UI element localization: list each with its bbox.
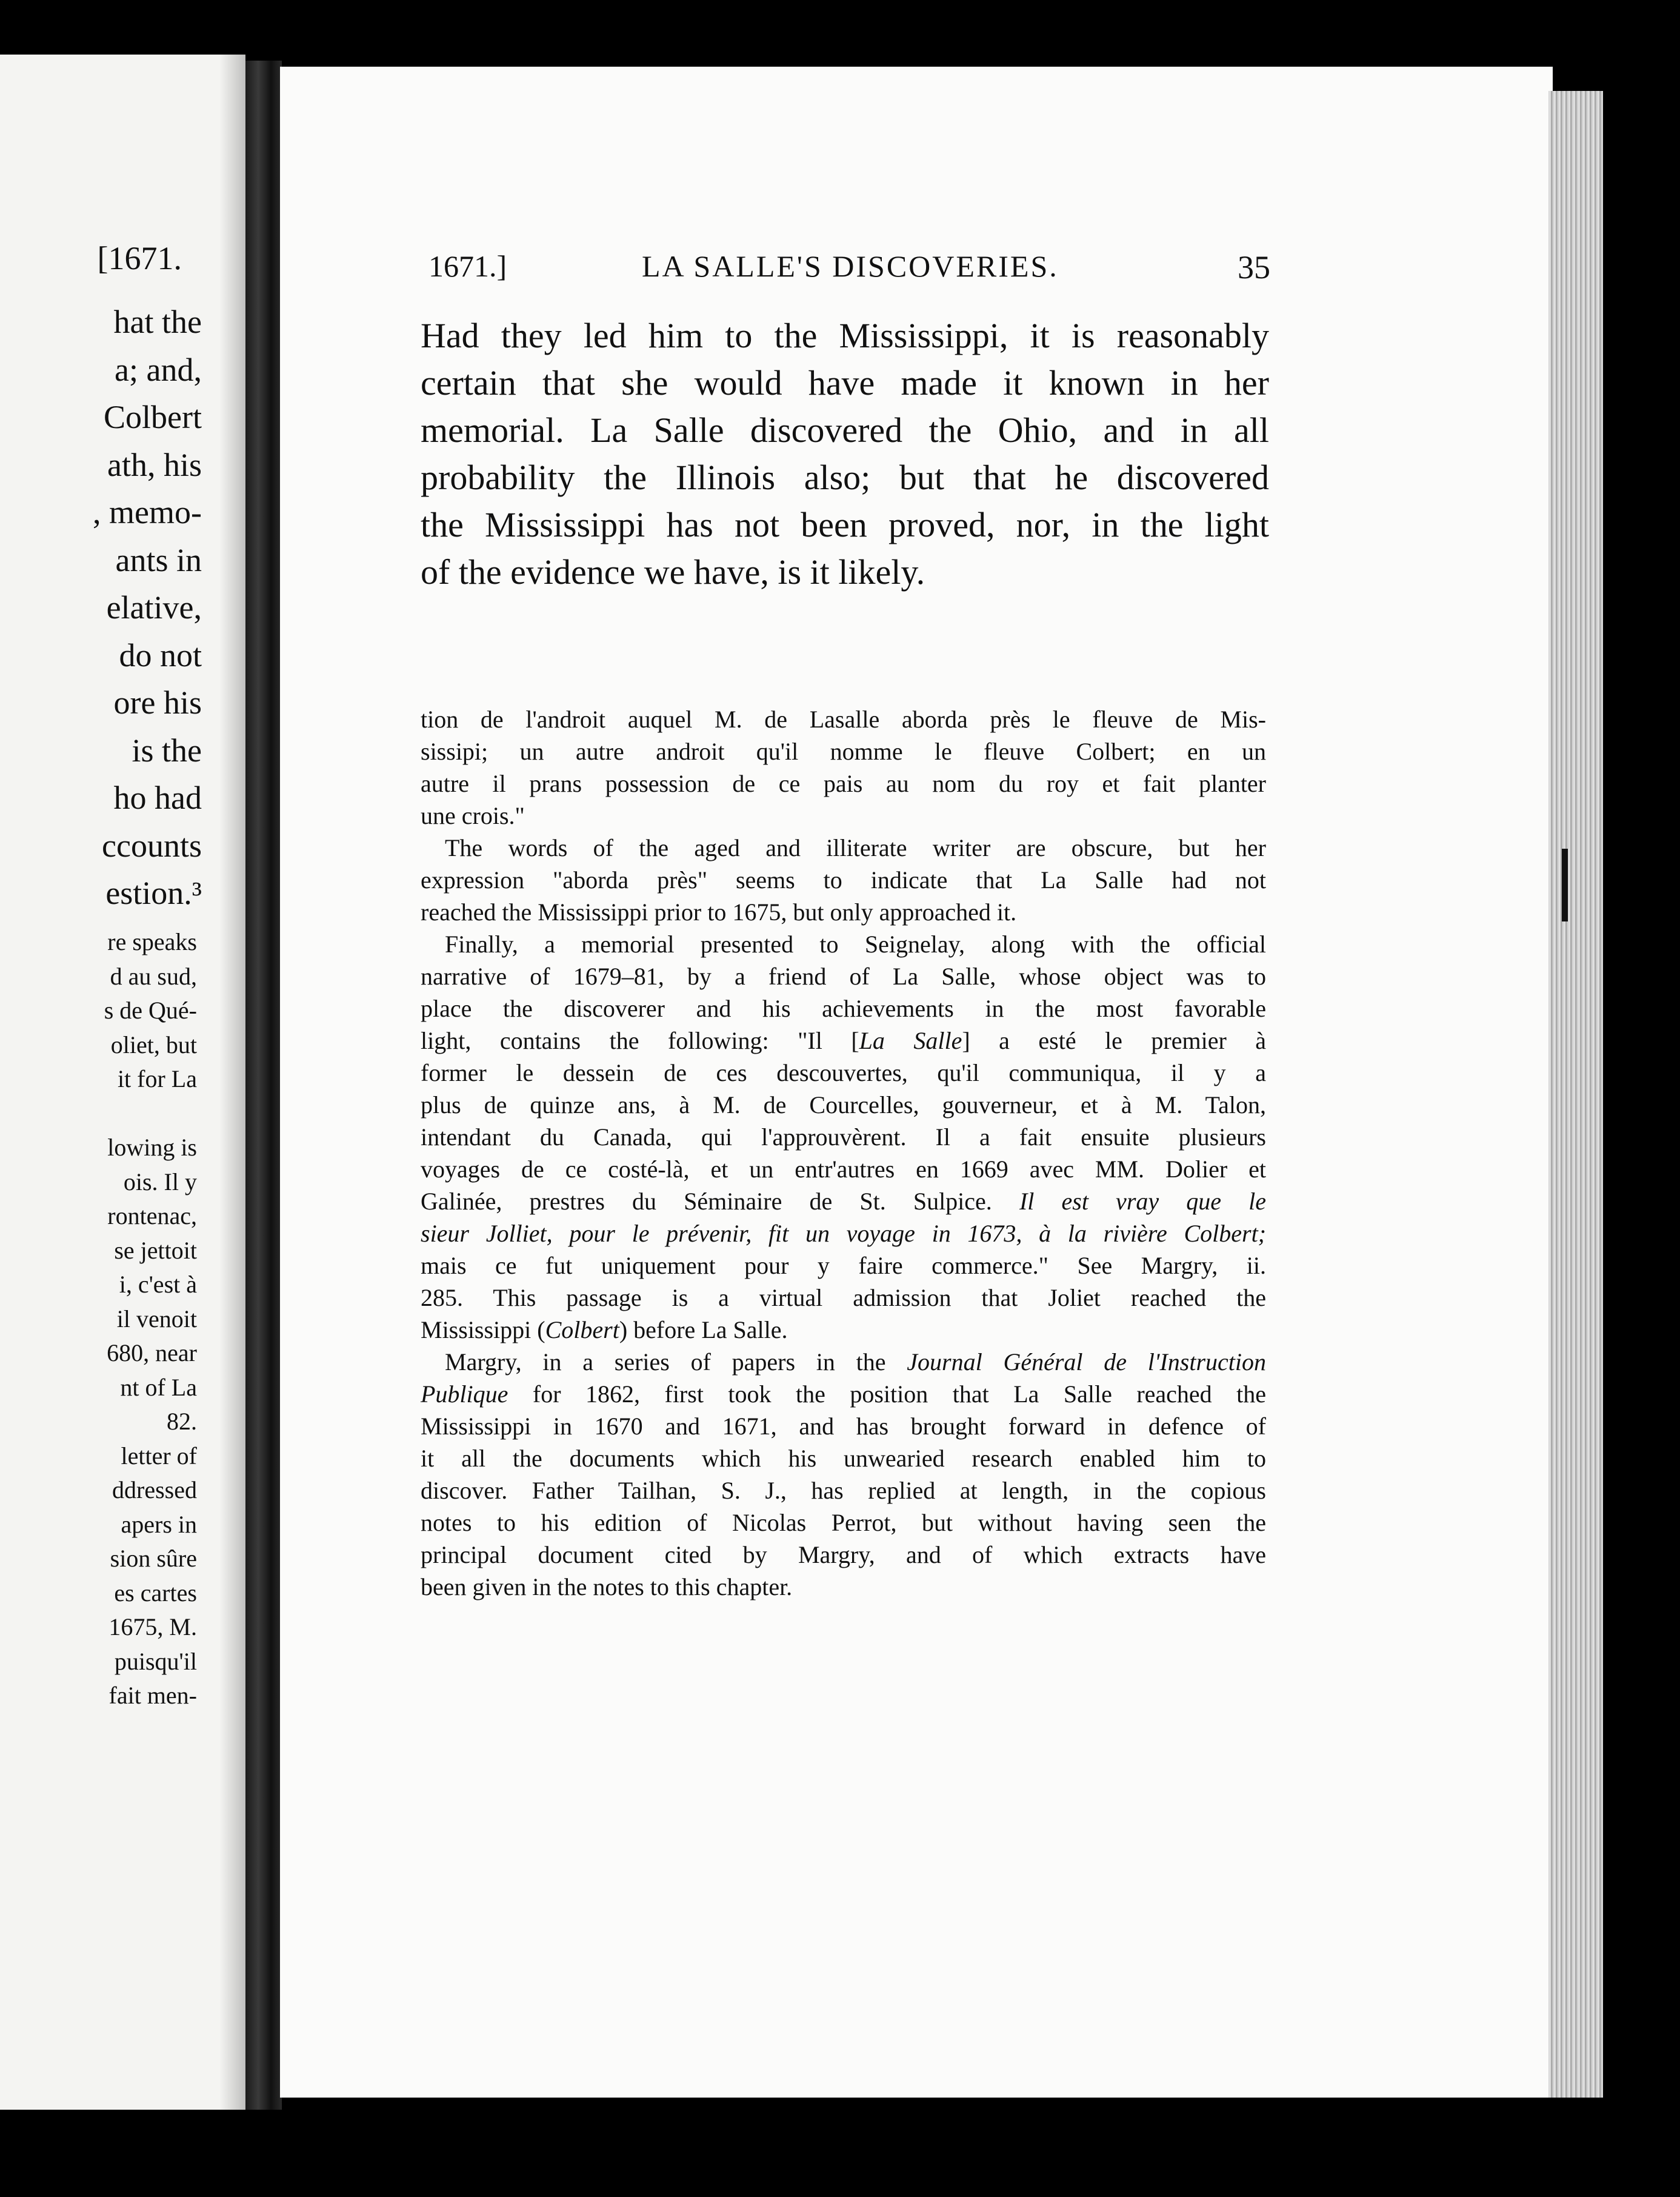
book-gutter bbox=[245, 61, 282, 2110]
footnote-line bbox=[421, 1314, 1266, 1346]
left-page-line: do not bbox=[119, 637, 202, 674]
footnote-text: light, contains the following: "Il [ bbox=[421, 1027, 859, 1054]
footnote-line: reached the Mississippi prior to 1675, but only approached it. bbox=[421, 898, 1017, 926]
footnote-text: ] a esté le premier à bbox=[962, 1027, 1267, 1054]
footnote-line: plus de quinze ans, à M. de Courcelles, gouverneur, et à M. Talon, bbox=[421, 1091, 1266, 1119]
footnote-text: for 1862, first took the position that La Salle reached the bbox=[508, 1380, 1266, 1408]
footnote-line: former le dessein de ces descouvertes, qu'il communiqua, il y a bbox=[421, 1059, 1266, 1086]
footnote-italic: sieur Jolliet, pour le prévenir, fit un voyage in 1673, à la rivière Colbert; bbox=[421, 1220, 1266, 1247]
body-line: certain that she would have made it known in her bbox=[421, 363, 1269, 403]
left-page-note-line: sion sûre bbox=[110, 1545, 197, 1572]
left-page-note-line: fait men- bbox=[108, 1682, 197, 1709]
page-number: 35 bbox=[1238, 249, 1270, 286]
left-page-note-line: rontenac, bbox=[107, 1202, 197, 1229]
body-paragraph bbox=[421, 312, 1269, 596]
left-page-note-line: s de Qué- bbox=[104, 997, 197, 1024]
footnote-line: narrative of 1679–81, by a friend of La Salle, whose object was to bbox=[421, 963, 1266, 990]
body-line: the Mississippi has not been proved, nor, in the light bbox=[421, 505, 1269, 544]
footnote-italic: La Salle bbox=[859, 1027, 962, 1054]
left-page-line: ccounts bbox=[102, 827, 202, 864]
left-page-note-line: il venoit bbox=[116, 1305, 197, 1333]
footnote-line: autre il prans possession de ce pais au nom du roy et fait planter bbox=[421, 770, 1266, 797]
page-edge-mark bbox=[1562, 849, 1568, 921]
left-page-note-line: lowing is bbox=[107, 1134, 197, 1161]
left-page-note-line: i, c'est à bbox=[119, 1271, 197, 1298]
left-page-line: hat the bbox=[113, 304, 202, 340]
right-page bbox=[280, 67, 1553, 2098]
left-page-note-line: puisqu'il bbox=[114, 1647, 197, 1675]
left-page-line: Colbert bbox=[104, 399, 202, 435]
footnote-line bbox=[421, 1378, 1266, 1410]
footnote-italic: Publique bbox=[421, 1380, 508, 1408]
footnote-line: place the discoverer and his achievements in the most favorable bbox=[421, 995, 1266, 1022]
left-page-line: a; and, bbox=[115, 351, 202, 388]
page-stack-edge bbox=[1548, 91, 1603, 2098]
footnote-line: expression "aborda près" seems to indicate that La Salle had not bbox=[421, 866, 1266, 894]
footnote-italic: Il est vray que le bbox=[1019, 1188, 1267, 1215]
footnote-italic: Journal Général de l'Instruction bbox=[907, 1348, 1267, 1376]
footnote-line: sissipi; un autre androit qu'il nomme le fleuve Colbert; en un bbox=[421, 738, 1266, 765]
footnote-line bbox=[421, 1185, 1266, 1217]
left-page-line: , memo- bbox=[93, 494, 202, 530]
body-line: memorial. La Salle discovered the Ohio, and in all bbox=[421, 410, 1269, 450]
footnote-line: notes to his edition of Nicolas Perrot, but without having seen the bbox=[421, 1509, 1266, 1536]
footnote-line: 285. This passage is a virtual admission that Joliet reached the bbox=[421, 1284, 1266, 1311]
footnote-italic: Colbert bbox=[545, 1316, 619, 1343]
left-page-line: elative, bbox=[106, 589, 202, 626]
footnote-line: principal document cited by Margry, and of which extracts have bbox=[421, 1541, 1266, 1568]
left-page-note-line: ddressed bbox=[112, 1476, 197, 1503]
left-page-note-line: 680, near bbox=[107, 1339, 197, 1366]
footnote-text: ) before La Salle. bbox=[619, 1316, 788, 1343]
footnote-text: Mississippi ( bbox=[421, 1316, 545, 1343]
footnotes bbox=[421, 703, 1266, 1603]
left-page-note-line: oliet, but bbox=[110, 1031, 197, 1058]
left-page-note-line: it for La bbox=[117, 1065, 197, 1092]
footnote-line: mais ce fut uniquement pour y faire commerce." See Margry, ii. bbox=[421, 1252, 1266, 1279]
footnote-line bbox=[421, 1346, 1266, 1378]
footnote-line: voyages de ce costé-là, et un entr'autres en 1669 avec MM. Dolier et bbox=[421, 1155, 1266, 1183]
left-page-note-line: re speaks bbox=[107, 928, 197, 955]
left-page-line: ants in bbox=[115, 541, 202, 578]
left-page-note-line: letter of bbox=[121, 1442, 197, 1470]
footnote-line: Mississippi in 1670 and 1671, and has brought forward in defence of bbox=[421, 1413, 1266, 1440]
running-head-title: LA SALLE'S DISCOVERIES. bbox=[642, 249, 1059, 283]
footnote-line: been given in the notes to this chapter. bbox=[421, 1573, 793, 1600]
left-page-line: estion.³ bbox=[105, 875, 202, 911]
left-page-note-line: es cartes bbox=[114, 1579, 197, 1607]
footnote-line: intendant du Canada, qui l'approuvèrent. Il a fait ensuite plusieurs bbox=[421, 1123, 1266, 1151]
footnote-text: Galinée, prestres du Séminaire de St. Sulpice. bbox=[421, 1188, 1019, 1215]
left-page-note-line: se jettoit bbox=[114, 1236, 197, 1264]
footnote-line bbox=[421, 1025, 1266, 1057]
footnote-line: Finally, a memorial presented to Seignelay, along with the official bbox=[445, 931, 1266, 958]
footnote-text: Margry, in a series of papers in the bbox=[445, 1348, 907, 1376]
left-page-note-line: 1675, M. bbox=[108, 1613, 197, 1640]
left-page-line: is the bbox=[132, 732, 202, 769]
left-page-header: [1671. bbox=[97, 240, 182, 276]
body-line: Had they led him to the Mississippi, it is reasonably bbox=[421, 316, 1269, 355]
left-page-note-line: ois. Il y bbox=[123, 1168, 197, 1195]
left-page-note-line: nt of La bbox=[120, 1373, 197, 1401]
left-page-note-line: 82. bbox=[167, 1408, 197, 1435]
body-line: probability the Illinois also; but that he discovered bbox=[421, 458, 1269, 497]
left-page-line: ath, his bbox=[107, 446, 202, 483]
left-page bbox=[0, 55, 245, 2110]
left-page-note-line: apers in bbox=[121, 1510, 197, 1538]
left-page-line: ore his bbox=[113, 684, 202, 721]
footnote-line bbox=[421, 1217, 1266, 1249]
body-line: of the evidence we have, is it likely. bbox=[421, 552, 925, 592]
footnote-line: une crois." bbox=[421, 802, 525, 829]
left-page-line: ho had bbox=[113, 780, 202, 816]
left-page-note-line: d au sud, bbox=[110, 962, 197, 990]
running-head-year: 1671.] bbox=[428, 249, 507, 283]
footnote-line: discover. Father Tailhan, S. J., has replied at length, in the copious bbox=[421, 1477, 1266, 1504]
footnote-line: tion de l'androit auquel M. de Lasalle aborda près le fleuve de Mis- bbox=[421, 706, 1266, 733]
footnote-line: The words of the aged and illiterate writer are obscure, but her bbox=[445, 834, 1266, 861]
footnote-line: it all the documents which his unwearied research enabled him to bbox=[421, 1445, 1266, 1472]
